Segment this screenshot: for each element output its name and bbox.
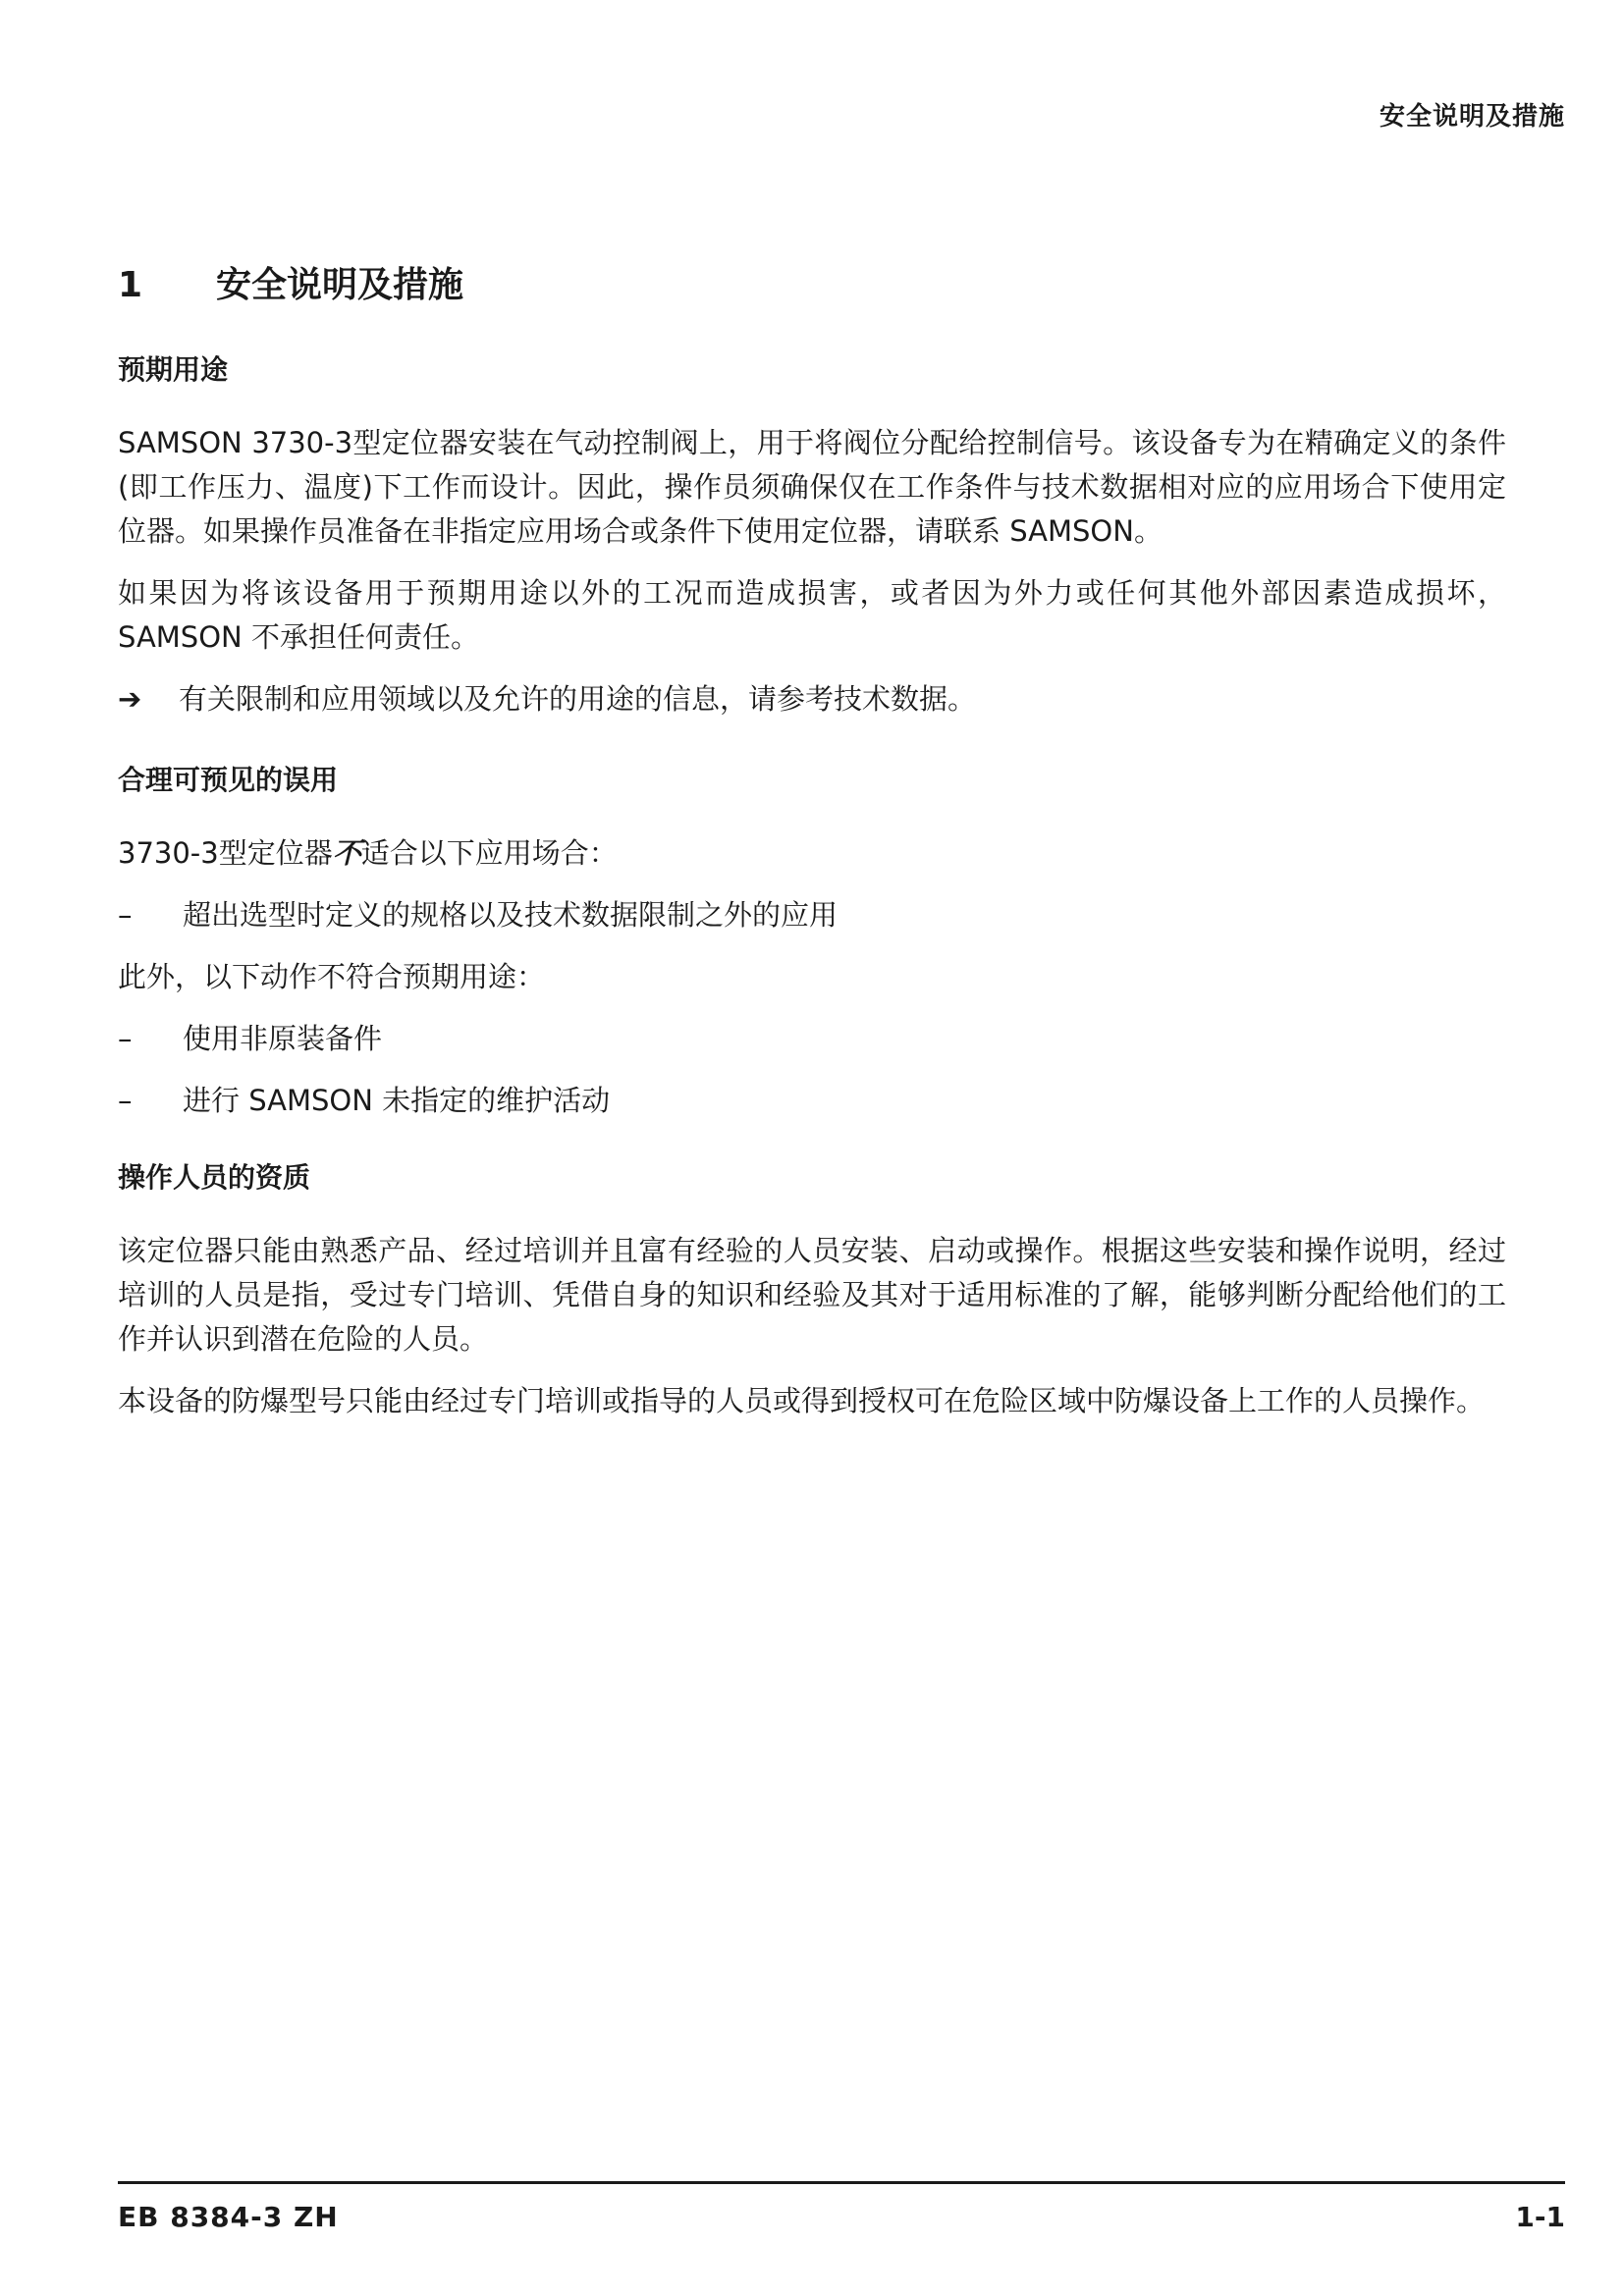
technical-data-note <box>118 677 1506 721</box>
page-content <box>118 245 1506 1441</box>
arrow-right-icon: ➔ <box>118 682 142 716</box>
list-item <box>118 1017 1506 1061</box>
list-item-text: 使用非原装备件 <box>183 1022 383 1055</box>
intended-use-heading: 预期用途 <box>118 353 229 386</box>
intended-use-paragraph-2: 如果因为将该设备用于预期用途以外的工况而造成损害，或者因为外力或任何其他外部因素造成损坏，SAMSON 不承担任何责任。 <box>118 576 1506 654</box>
list-item-text: 超出选型时定义的规格以及技术数据限制之外的应用 <box>183 898 839 932</box>
technical-data-note-text: 有关限制和应用领域以及允许的用途的信息，请参考技术数据。 <box>179 682 977 716</box>
document-id: EB 8384-3 ZH <box>118 2201 339 2233</box>
page-number: 1-1 <box>1515 2201 1565 2233</box>
section-heading <box>118 257 1506 307</box>
misuse-extra-paragraph: 此外，以下动作不符合预期用途： <box>118 960 546 993</box>
personnel-paragraph-2: 本设备的防爆型号只能由经过专门培训或指导的人员或得到授权可在危险区域中防爆设备上工作的人员操作。 <box>118 1384 1486 1417</box>
footer-divider <box>118 2181 1565 2184</box>
personnel-paragraph-1: 该定位器只能由熟悉产品、经过培训并且富有经验的人员安装、启动或操作。根据这些安装和操作说明，经过培训的人员是指，受过专门培训、凭借自身的知识和经验及其对于适用标准的了解，能够判断分配给他们的工作并认识到潜在危险的人员。 <box>118 1234 1506 1356</box>
section-number: 1 <box>118 265 143 305</box>
list-item <box>118 1079 1506 1123</box>
misuse-intro <box>118 831 1506 876</box>
list-dash: – <box>118 898 133 932</box>
intended-use-paragraph-1: SAMSON 3730-3型定位器安装在气动控制阀上，用于将阀位分配给控制信号。该设备专为在精确定义的条件(即工作压力、温度)下工作而设计。因此，操作员须确保仅在工作条件与技术数据相对应的应用场合下使用定位器。如果操作员准备在非指定应用场合或条件下使用定位器，请联系 SAMSON。 <box>118 426 1506 548</box>
list-item <box>118 893 1506 937</box>
running-header: 安全说明及措施 <box>1379 102 1565 132</box>
personnel-heading: 操作人员的资质 <box>118 1161 311 1194</box>
misuse-heading: 合理可预见的误用 <box>118 764 339 796</box>
misuse-intro-emphasis: 不 <box>332 836 361 870</box>
list-item-text: 进行 SAMSON 未指定的维护活动 <box>183 1084 611 1117</box>
misuse-intro-start: 3730-3型定位器 <box>118 836 333 870</box>
section-title: 安全说明及措施 <box>216 265 464 305</box>
misuse-intro-end: 适合以下应用场合： <box>360 836 618 870</box>
list-dash: – <box>118 1022 133 1055</box>
list-dash: – <box>118 1084 133 1117</box>
